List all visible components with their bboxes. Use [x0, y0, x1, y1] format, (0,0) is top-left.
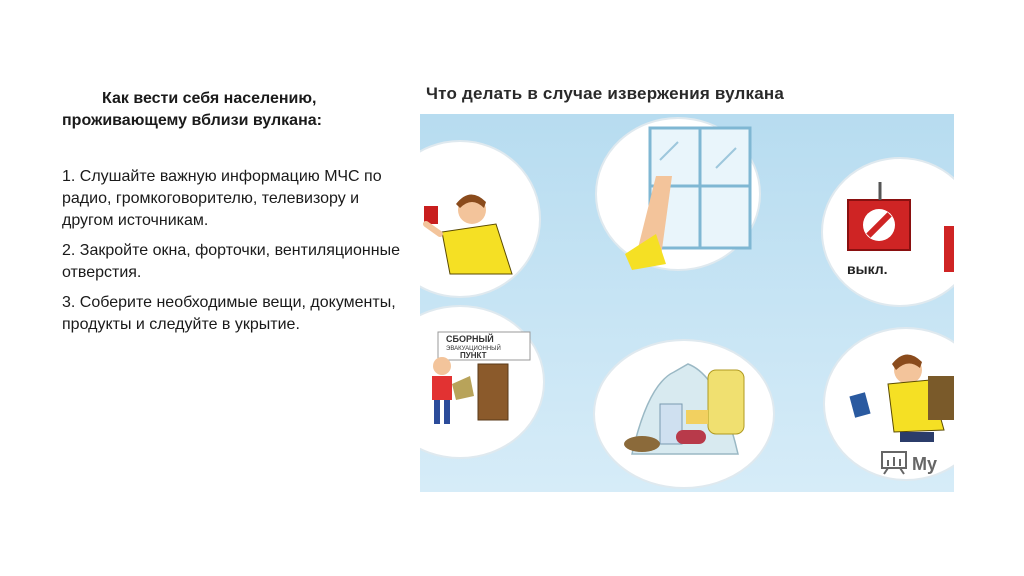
switch-off-label: выкл. [847, 261, 888, 277]
sign-line-1: СБОРНЫЙ [446, 334, 494, 344]
instructions-text [62, 88, 402, 344]
heading-line-2: проживающему вблизи вулкана: [62, 112, 322, 129]
illustration-panel [420, 114, 954, 492]
supplies-bag-scene [594, 340, 774, 488]
heading-line-1: Как вести себя населению, [102, 90, 317, 107]
instruction-item-1: 1. Слушайте важную информацию МЧС по радио, громкоговорителю, телевизору и другом источникам. [62, 168, 382, 229]
illustration-title: Что делать в случае извержения вулкана [426, 84, 956, 114]
sign-line-2: ЭВАКУАЦИОННЫЙ [446, 346, 501, 352]
instruction-item-2: 2. Закройте окна, форточки, вентиляционные отверстия. [62, 242, 400, 281]
sign-line-3: ПУНКТ [460, 351, 487, 360]
instruction-item-3: 3. Соберите необходимые вещи, документы, продукты и следуйте в укрытие. [62, 294, 396, 333]
slide-heading [62, 88, 402, 132]
closing-window-scene [596, 118, 760, 270]
volcano-safety-illustration [420, 84, 954, 492]
watermark-text: My [912, 454, 938, 474]
